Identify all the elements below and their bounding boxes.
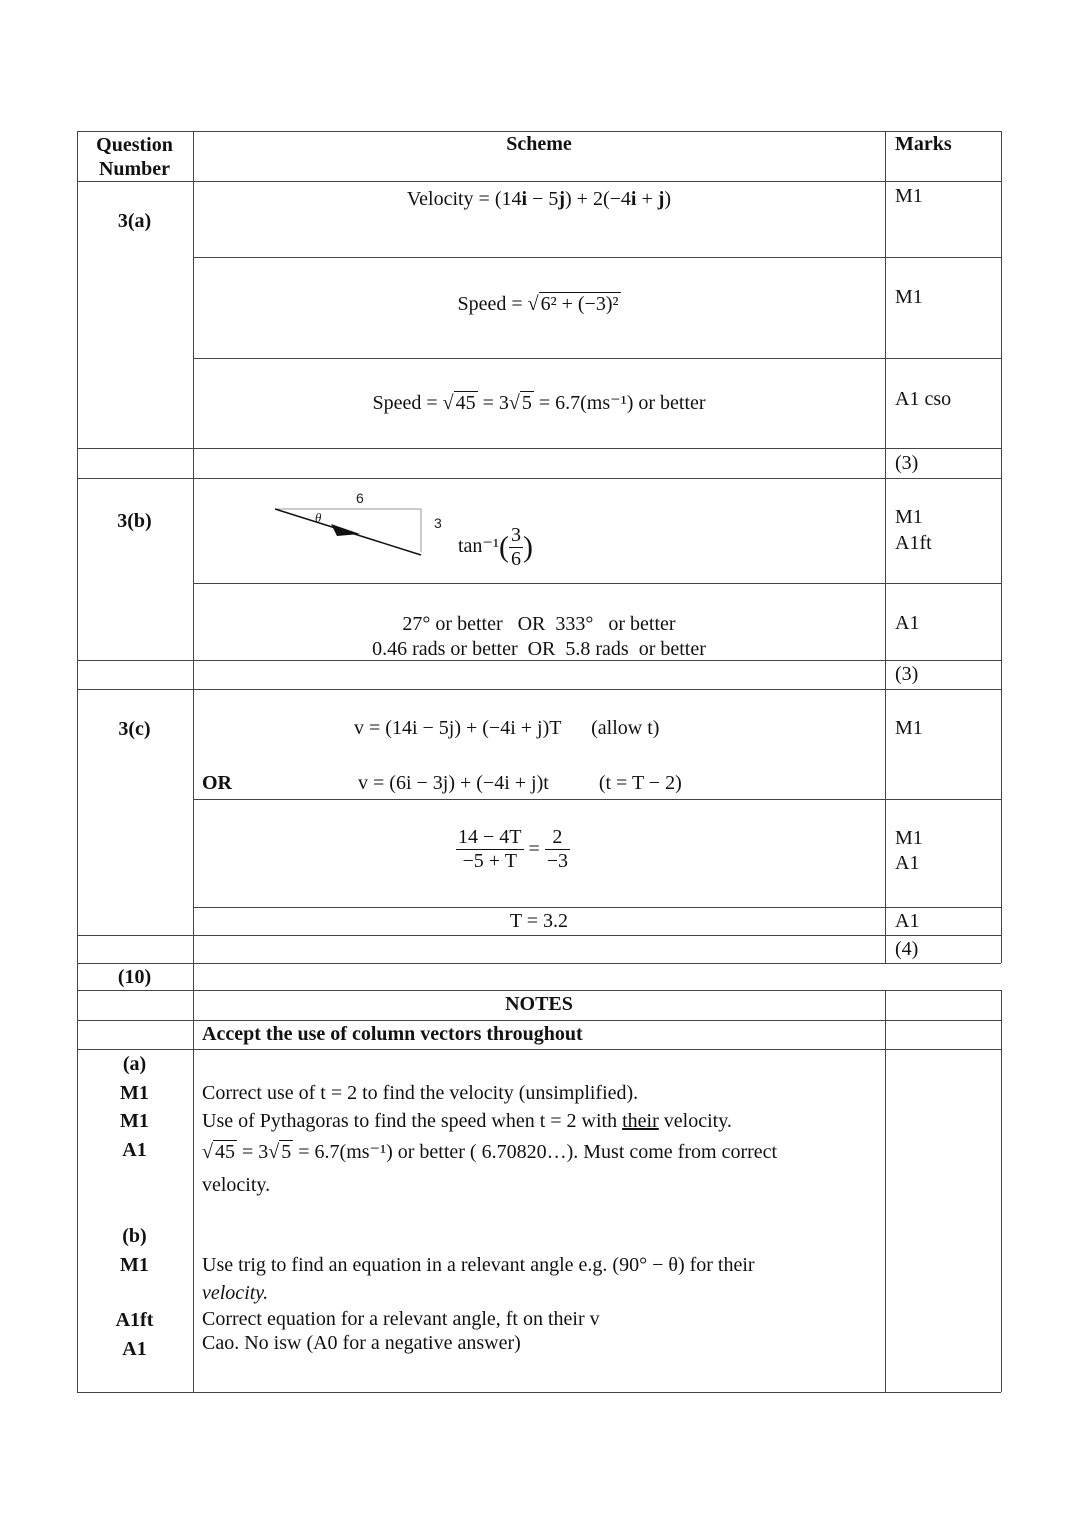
row-line bbox=[77, 448, 1001, 449]
header-scheme: Scheme bbox=[506, 133, 572, 155]
q3a-speed-result: Speed = √ 45 = 3√ 5 = 6.7(ms⁻¹) or better bbox=[372, 392, 706, 414]
q3b-mark-3: A1 bbox=[895, 612, 920, 634]
q3b-arctan: tan⁻¹( $\frac{3}{6}$ ) bbox=[458, 524, 533, 570]
notes-a-a1-text-2: velocity. bbox=[202, 1174, 271, 1196]
q3c-result: T = 3.2 bbox=[509, 910, 569, 932]
grand-total: (10) bbox=[117, 966, 152, 988]
q3c-equation-2: v = (6i − 3j) + (−4i + j)t (t = T − 2) bbox=[358, 772, 682, 794]
row-line bbox=[77, 181, 1001, 182]
diagram-label-6: 6 bbox=[356, 490, 364, 506]
notes-label-b: (b) bbox=[122, 1225, 147, 1247]
notes-b-m1-text-2: velocity. bbox=[202, 1282, 269, 1304]
row-line bbox=[77, 131, 1001, 132]
diagram-label-theta: θ bbox=[315, 510, 322, 525]
q3a-velocity: Velocity = (14i − 5j) + 2(−4i + j) bbox=[406, 188, 672, 210]
col-line bbox=[1001, 131, 1002, 963]
q3c-mark-2: M1 bbox=[895, 827, 923, 849]
row-line bbox=[77, 1392, 1001, 1393]
q3b-mark-1: M1 bbox=[895, 506, 923, 528]
col-line bbox=[885, 990, 886, 1392]
header-question-number: Question Number bbox=[96, 134, 173, 180]
q3a-total: (3) bbox=[895, 452, 919, 474]
notes-a-m1: M1 bbox=[120, 1082, 149, 1104]
notes-b-a1ft-text: Correct equation for a relevant angle, ft on their v bbox=[202, 1308, 600, 1330]
notes-b-m1-text: Use trig to find an equation in a relevant angle e.g. (90° − θ) for their bbox=[202, 1254, 755, 1276]
col-line bbox=[193, 131, 194, 1392]
q3c-mark-1: M1 bbox=[895, 717, 923, 739]
q3c-mark-4: A1 bbox=[895, 910, 920, 932]
q3b-angle-line-1: 27° or better OR 333° or better bbox=[402, 613, 676, 635]
row-line bbox=[193, 358, 1001, 359]
diagram-label-3: 3 bbox=[434, 515, 442, 531]
row-line bbox=[193, 907, 1001, 908]
q3b-triangle-diagram bbox=[265, 484, 455, 574]
q3b-angle-line-2: 0.46 rads or better OR 5.8 rads or better bbox=[372, 638, 706, 660]
notes-accept: Accept the use of column vectors throughout bbox=[202, 1023, 583, 1045]
row-line bbox=[193, 799, 1001, 800]
q3a-mark-3: A1 cso bbox=[895, 388, 952, 410]
row-line bbox=[193, 583, 1001, 584]
notes-label-a: (a) bbox=[122, 1053, 147, 1075]
question-label-3c: 3(c) bbox=[118, 718, 151, 740]
question-label-3a: 3(a) bbox=[117, 210, 152, 232]
question-label-3b: 3(b) bbox=[117, 510, 152, 532]
row-line bbox=[193, 257, 1001, 258]
header-marks: Marks bbox=[895, 133, 952, 155]
row-line bbox=[77, 963, 1001, 964]
q3c-total: (4) bbox=[895, 938, 919, 960]
row-line bbox=[77, 1049, 1001, 1050]
notes-b-m1: M1 bbox=[120, 1254, 149, 1276]
notes-b-a1-text: Cao. No isw (A0 for a negative answer) bbox=[202, 1332, 521, 1354]
notes-a-m2: M1 bbox=[120, 1110, 149, 1132]
notes-title: NOTES bbox=[505, 993, 573, 1015]
row-line bbox=[77, 478, 1001, 479]
q3c-fraction-equation: $\frac{14 - 4T}{-5 + T}$ = $\frac{2}{-3}$ bbox=[458, 826, 569, 872]
notes-a-a1: A1 bbox=[122, 1139, 147, 1161]
q3c-equation-1: v = (14i − 5j) + (−4i + j)T (allow t) bbox=[354, 717, 660, 739]
q3b-total: (3) bbox=[895, 663, 919, 685]
q3a-speed-formula: Speed = √ 6² + (−3)² bbox=[457, 293, 619, 315]
q3a-mark-1: M1 bbox=[895, 185, 923, 207]
notes-a-m1-text: Correct use of t = 2 to find the velocity (unsimplified). bbox=[202, 1082, 639, 1104]
col-line bbox=[1001, 990, 1002, 1392]
notes-b-a1: A1 bbox=[122, 1338, 147, 1360]
q3c-or-label: OR bbox=[202, 772, 232, 794]
row-line bbox=[77, 990, 1001, 991]
col-line bbox=[77, 131, 78, 1392]
q3a-mark-2: M1 bbox=[895, 286, 923, 308]
notes-a-a1-text: √ 45 = 3√ 5 = 6.7(ms⁻¹) or better ( 6.70820…). Must come from correct bbox=[202, 1141, 778, 1163]
q3b-mark-2: A1ft bbox=[895, 532, 932, 554]
q3c-mark-3: A1 bbox=[895, 852, 920, 874]
row-line bbox=[77, 935, 1001, 936]
row-line bbox=[77, 1020, 1001, 1021]
notes-b-a1ft: A1ft bbox=[115, 1309, 154, 1331]
col-line bbox=[885, 131, 886, 963]
notes-a-m2-text: Use of Pythagoras to find the speed when t = 2 with their velocity. bbox=[202, 1110, 732, 1132]
row-line bbox=[77, 689, 1001, 690]
